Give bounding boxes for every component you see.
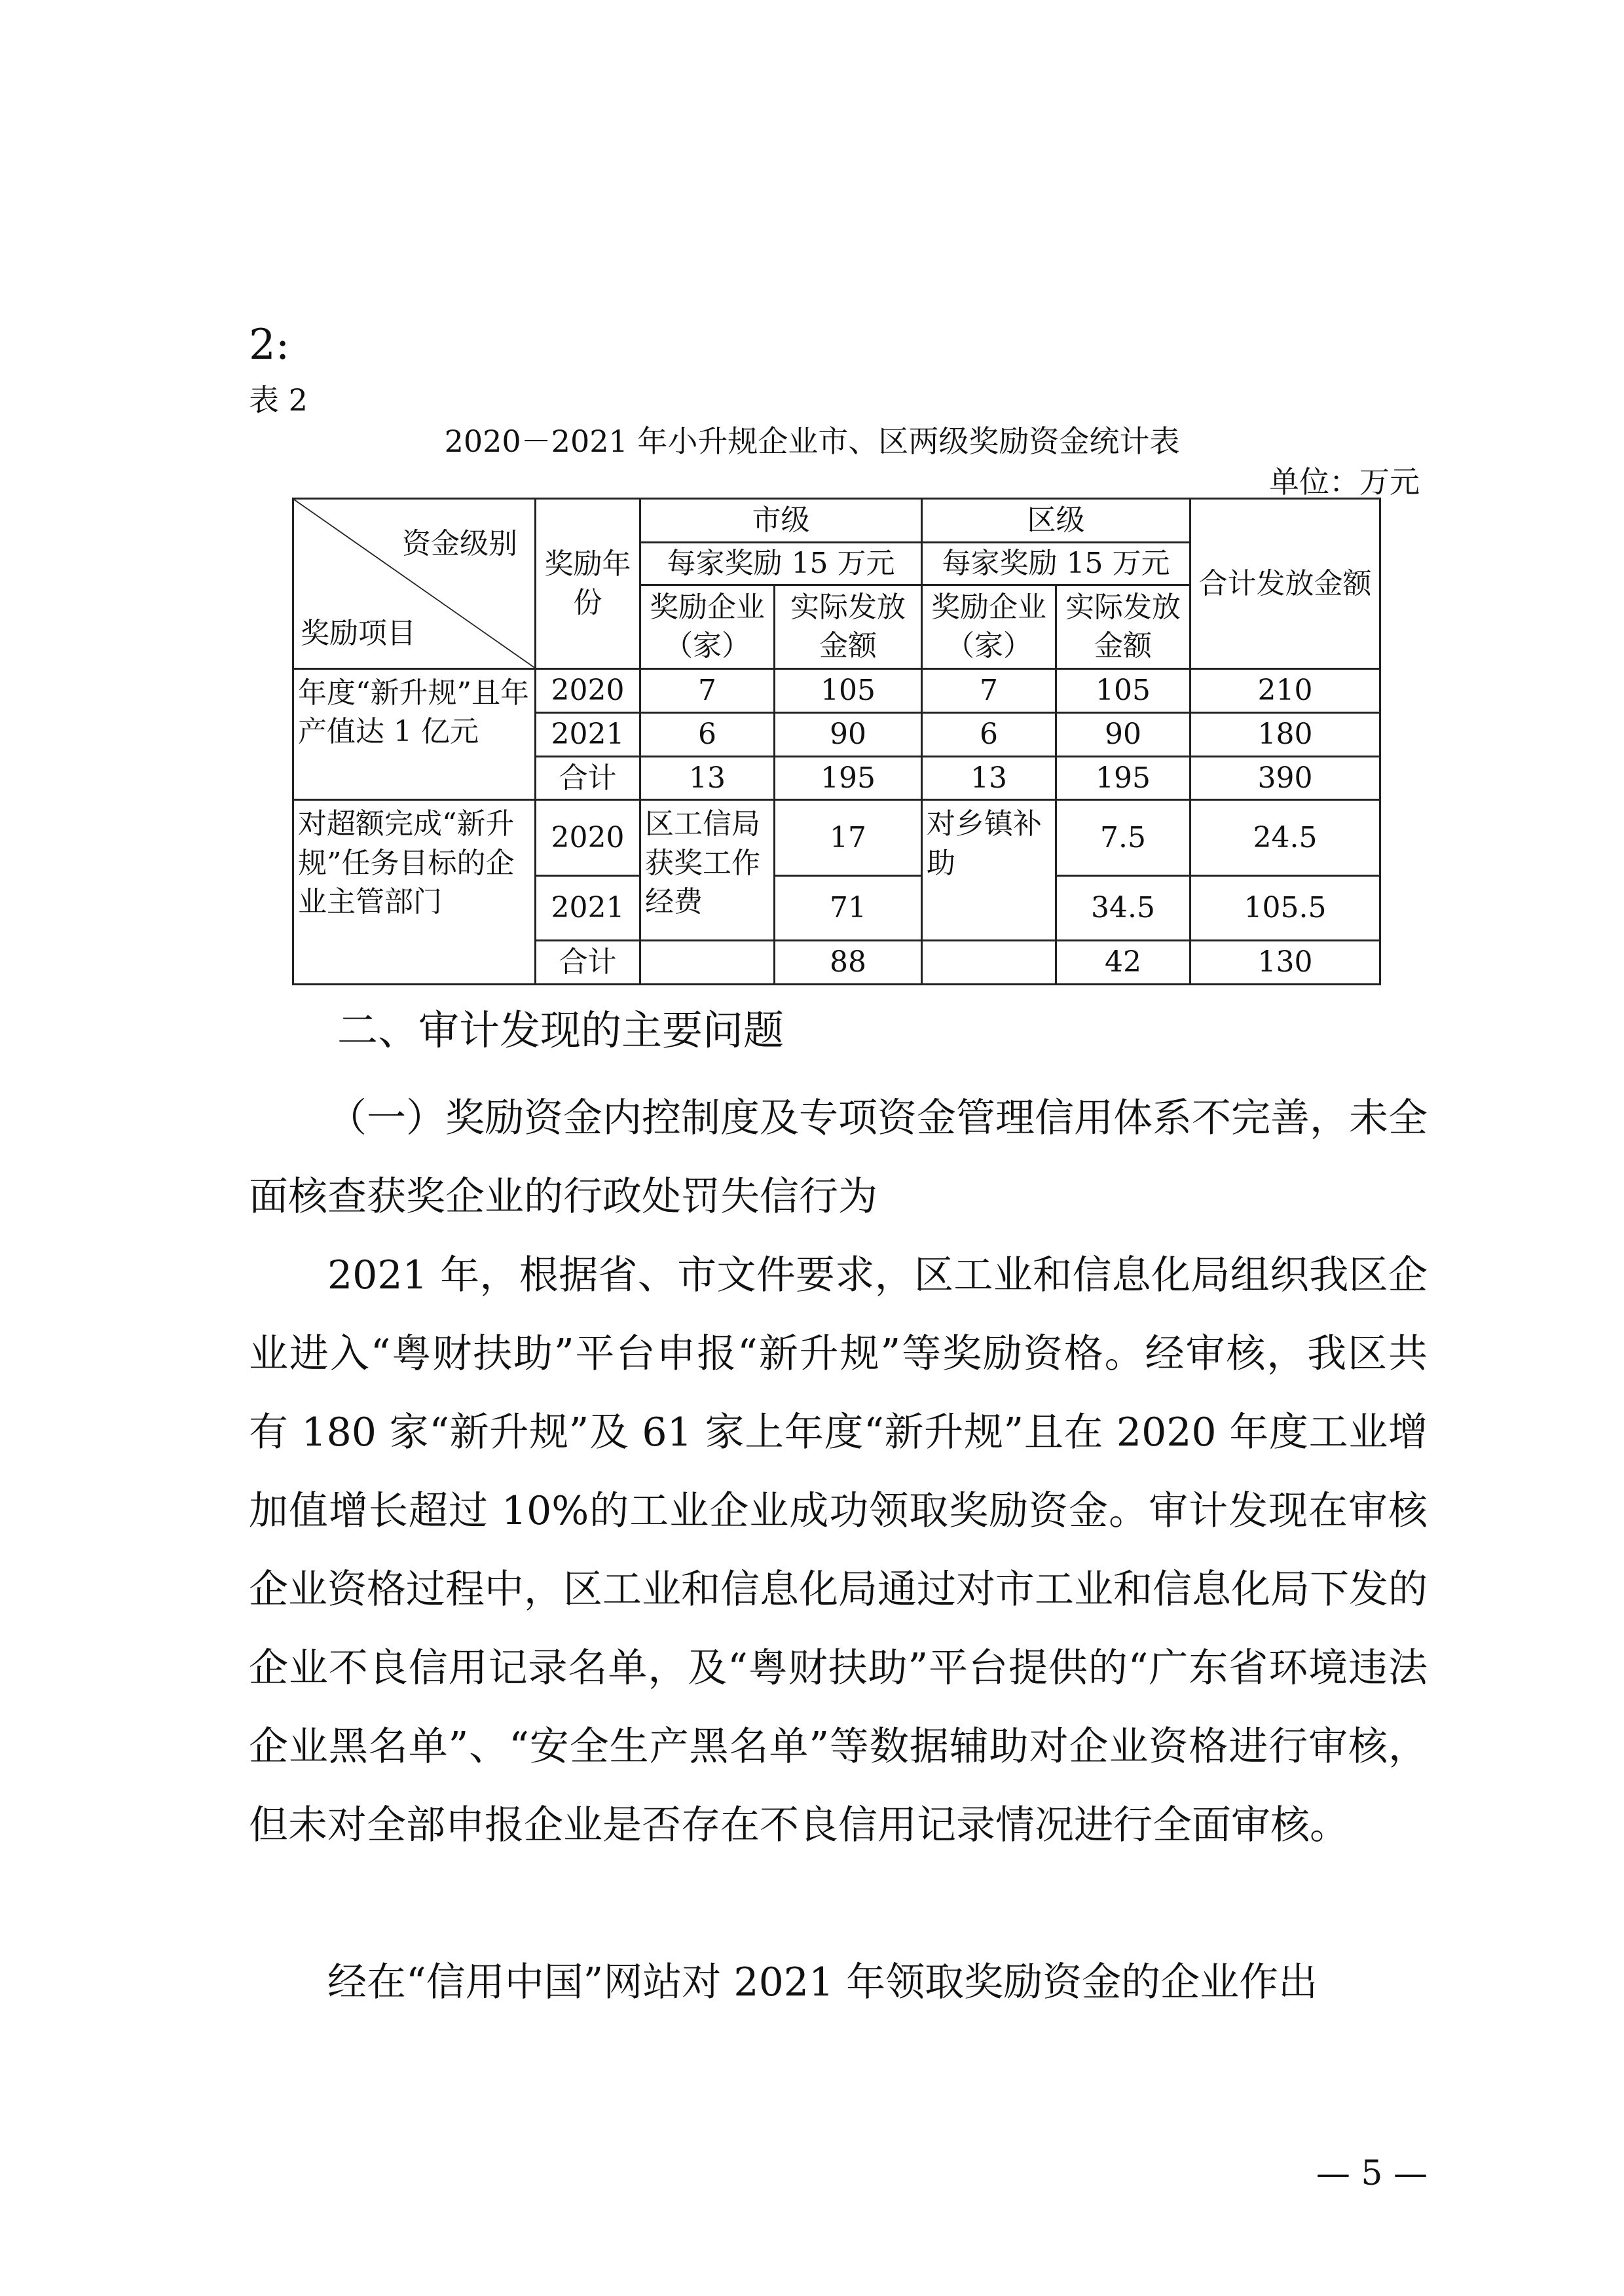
subsection-heading: （一）奖励资金内控制度及专项资金管理信用体系不完善，未全面核查获奖企业的行政处罚失信行为 [249, 1095, 1428, 1220]
group1-label: 年度“新升规”且年产值达 1 亿元 [293, 668, 536, 800]
unit-label: 单位：万元 [1269, 464, 1420, 500]
cell-dist-n: 6 [922, 712, 1056, 756]
cell-total: 130 [1190, 940, 1380, 984]
cell-city-amt: 90 [775, 712, 922, 756]
cell-city-n: 7 [640, 668, 775, 712]
cell-dist-amt: 105 [1056, 668, 1190, 712]
cell-dist-n: 7 [922, 668, 1056, 712]
cell-total: 390 [1190, 756, 1380, 800]
cell-year: 2021 [536, 712, 640, 756]
cell-dist-n: 13 [922, 756, 1056, 800]
diag-top-label: 资金级别 [402, 527, 517, 560]
cell-year: 2020 [536, 800, 640, 875]
cell-dist-note-empty [922, 940, 1056, 984]
diagonal-header-cell [293, 499, 536, 669]
group2-city-note: 区工信局获奖工作经费 [640, 800, 775, 940]
section-heading: 二、审计发现的主要问题 [337, 1006, 784, 1054]
cell-city-note-empty [640, 940, 775, 984]
cell-city-amt: 88 [775, 940, 922, 984]
cell-total: 210 [1190, 668, 1380, 712]
city-amount-header: 实际发放金额 [775, 585, 922, 668]
col-district-header: 区级 [922, 499, 1190, 543]
group2-label: 对超额完成“新升规”任务目标的企业主管部门 [293, 800, 536, 985]
cell-total: 105.5 [1190, 875, 1380, 940]
col-city-header: 市级 [640, 499, 922, 543]
cell-city-amt: 195 [775, 756, 922, 800]
cell-total: 24.5 [1190, 800, 1380, 875]
table-title: 2020－2021 年小升规企业市、区两级奖励资金统计表 [444, 424, 1180, 459]
table-row [293, 800, 1380, 875]
city-note: 每家奖励 15 万元 [640, 542, 922, 585]
cell-total: 180 [1190, 712, 1380, 756]
district-note: 每家奖励 15 万元 [922, 542, 1190, 585]
cell-dist-amt: 90 [1056, 712, 1190, 756]
reward-funds-table [292, 498, 1381, 985]
cell-year: 合计 [536, 940, 640, 984]
cell-dist-amt: 34.5 [1056, 875, 1190, 940]
cell-year: 合计 [536, 756, 640, 800]
cell-city-n: 13 [640, 756, 775, 800]
cell-year: 2021 [536, 875, 640, 940]
table-label: 表 2 [249, 382, 308, 418]
diag-bottom-label: 奖励项目 [301, 617, 416, 651]
col-total-header: 合计发放金额 [1190, 499, 1380, 669]
cell-city-amt: 105 [775, 668, 922, 712]
cell-city-n: 6 [640, 712, 775, 756]
city-enterprises-header: 奖励企业（家） [640, 585, 775, 668]
page-number: — 5 — [1316, 2154, 1428, 2193]
district-amount-header: 实际发放金额 [1056, 585, 1190, 668]
col-year-header: 奖励年份 [536, 499, 640, 669]
body-paragraph: 经在“信用中国”网站对 2021 年领取奖励资金的企业作出 [327, 1959, 1318, 2005]
cell-city-amt: 71 [775, 875, 922, 940]
cell-dist-amt: 42 [1056, 940, 1190, 984]
district-enterprises-header: 奖励企业（家） [922, 585, 1056, 668]
cell-dist-amt: 195 [1056, 756, 1190, 800]
group2-district-note: 对乡镇补助 [922, 800, 1056, 940]
reference-marker: 2: [249, 321, 290, 369]
body-paragraph: 2021 年，根据省、市文件要求，区工业和信息化局组织我区企业进入“粤财扶助”平台申报“新升规”等奖励资格。经审核，我区共有 180 家“新升规”及 61 家上年度“新升规”且在 2020 年度工业增加值增长超过 10%的工业企业成功领取奖励资金。审计发现在审核企业资格过程中，区工业和信息化局通过对市工业和信息化局下发的企业不良信用记录名单，及“粤财扶助”平台提供的“广东省环境违法企业黑名单”、“安全生产黑名单”等数据辅助对企业资格进行审核，但未对全部申报企业是否存在不良信用记录情况进行全面审核。 [249, 1252, 1428, 1848]
cell-dist-amt: 7.5 [1056, 800, 1190, 875]
table-row [293, 668, 1380, 712]
cell-year: 2020 [536, 668, 640, 712]
cell-city-amt: 17 [775, 800, 922, 875]
